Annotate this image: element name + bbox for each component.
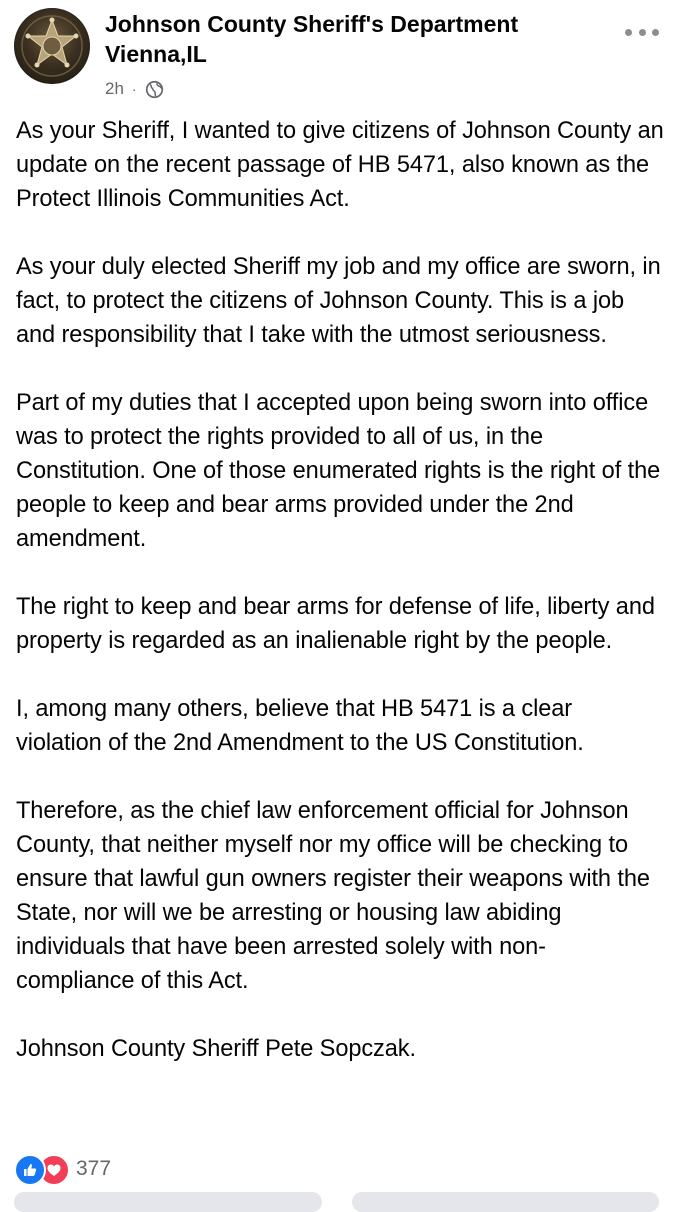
post-signature: Johnson County Sheriff Pete Sopczak. xyxy=(16,1036,416,1062)
like-icon xyxy=(14,1154,46,1186)
page-name-line2[interactable]: Vienna,IL xyxy=(105,41,207,67)
more-options-icon xyxy=(625,29,632,36)
post-paragraph: As your duly elected Sheriff my job and my office are sworn, in fact, to protect the citizens of Johnson County. This is a job and responsibility that I take with the utmost seriousness. xyxy=(16,254,661,348)
reaction-count: 377 xyxy=(76,1157,112,1180)
page-name-line1[interactable]: Johnson County Sheriff's Department xyxy=(105,11,519,37)
post-timestamp[interactable]: 2h xyxy=(105,79,124,98)
action-button[interactable] xyxy=(352,1192,660,1212)
reaction-icons xyxy=(14,1154,70,1184)
post-paragraph: The right to keep and bear arms for defense of life, liberty and property is regarded as an inalienable right by the people. xyxy=(16,594,655,654)
post-paragraph: I, among many others, believe that HB 5471 is a clear violation of the 2nd Amendment to the US Constitution. xyxy=(16,696,584,756)
post-paragraph: Therefore, as the chief law enforcement official for Johnson County, that neither myself nor my office will be checking to ensure that lawful gun owners register their weapons with the State, nor will we be arresting or housing law abiding individuals that have been arrested solely with non-compliance of this Act. xyxy=(16,798,650,994)
sheriff-star-badge-icon xyxy=(14,8,90,84)
more-options-button[interactable] xyxy=(625,22,659,42)
more-options-dot xyxy=(652,29,659,36)
post-header xyxy=(0,0,673,104)
post-paragraph: As your Sheriff, I wanted to give citizens of Johnson County an update on the recent passage of HB 5471, also known as the Protect Illinois Communities Act. xyxy=(16,118,664,212)
action-button[interactable] xyxy=(14,1192,322,1212)
post-meta xyxy=(105,78,164,100)
page-avatar[interactable] xyxy=(14,8,90,84)
reactions-summary[interactable] xyxy=(14,1154,111,1184)
post-action-bar xyxy=(14,1192,659,1212)
more-options-dot xyxy=(639,29,646,36)
page-name[interactable] xyxy=(105,9,585,69)
globe-icon[interactable] xyxy=(145,80,164,99)
post-body xyxy=(16,114,664,1100)
meta-separator: · xyxy=(131,81,137,97)
post-paragraph: Part of my duties that I accepted upon being sworn into office was to protect the rights provided to all of us, in the Constitution. One of those enumerated rights is the right of the people to keep and bear arms provided under the 2nd amendment. xyxy=(16,390,661,552)
